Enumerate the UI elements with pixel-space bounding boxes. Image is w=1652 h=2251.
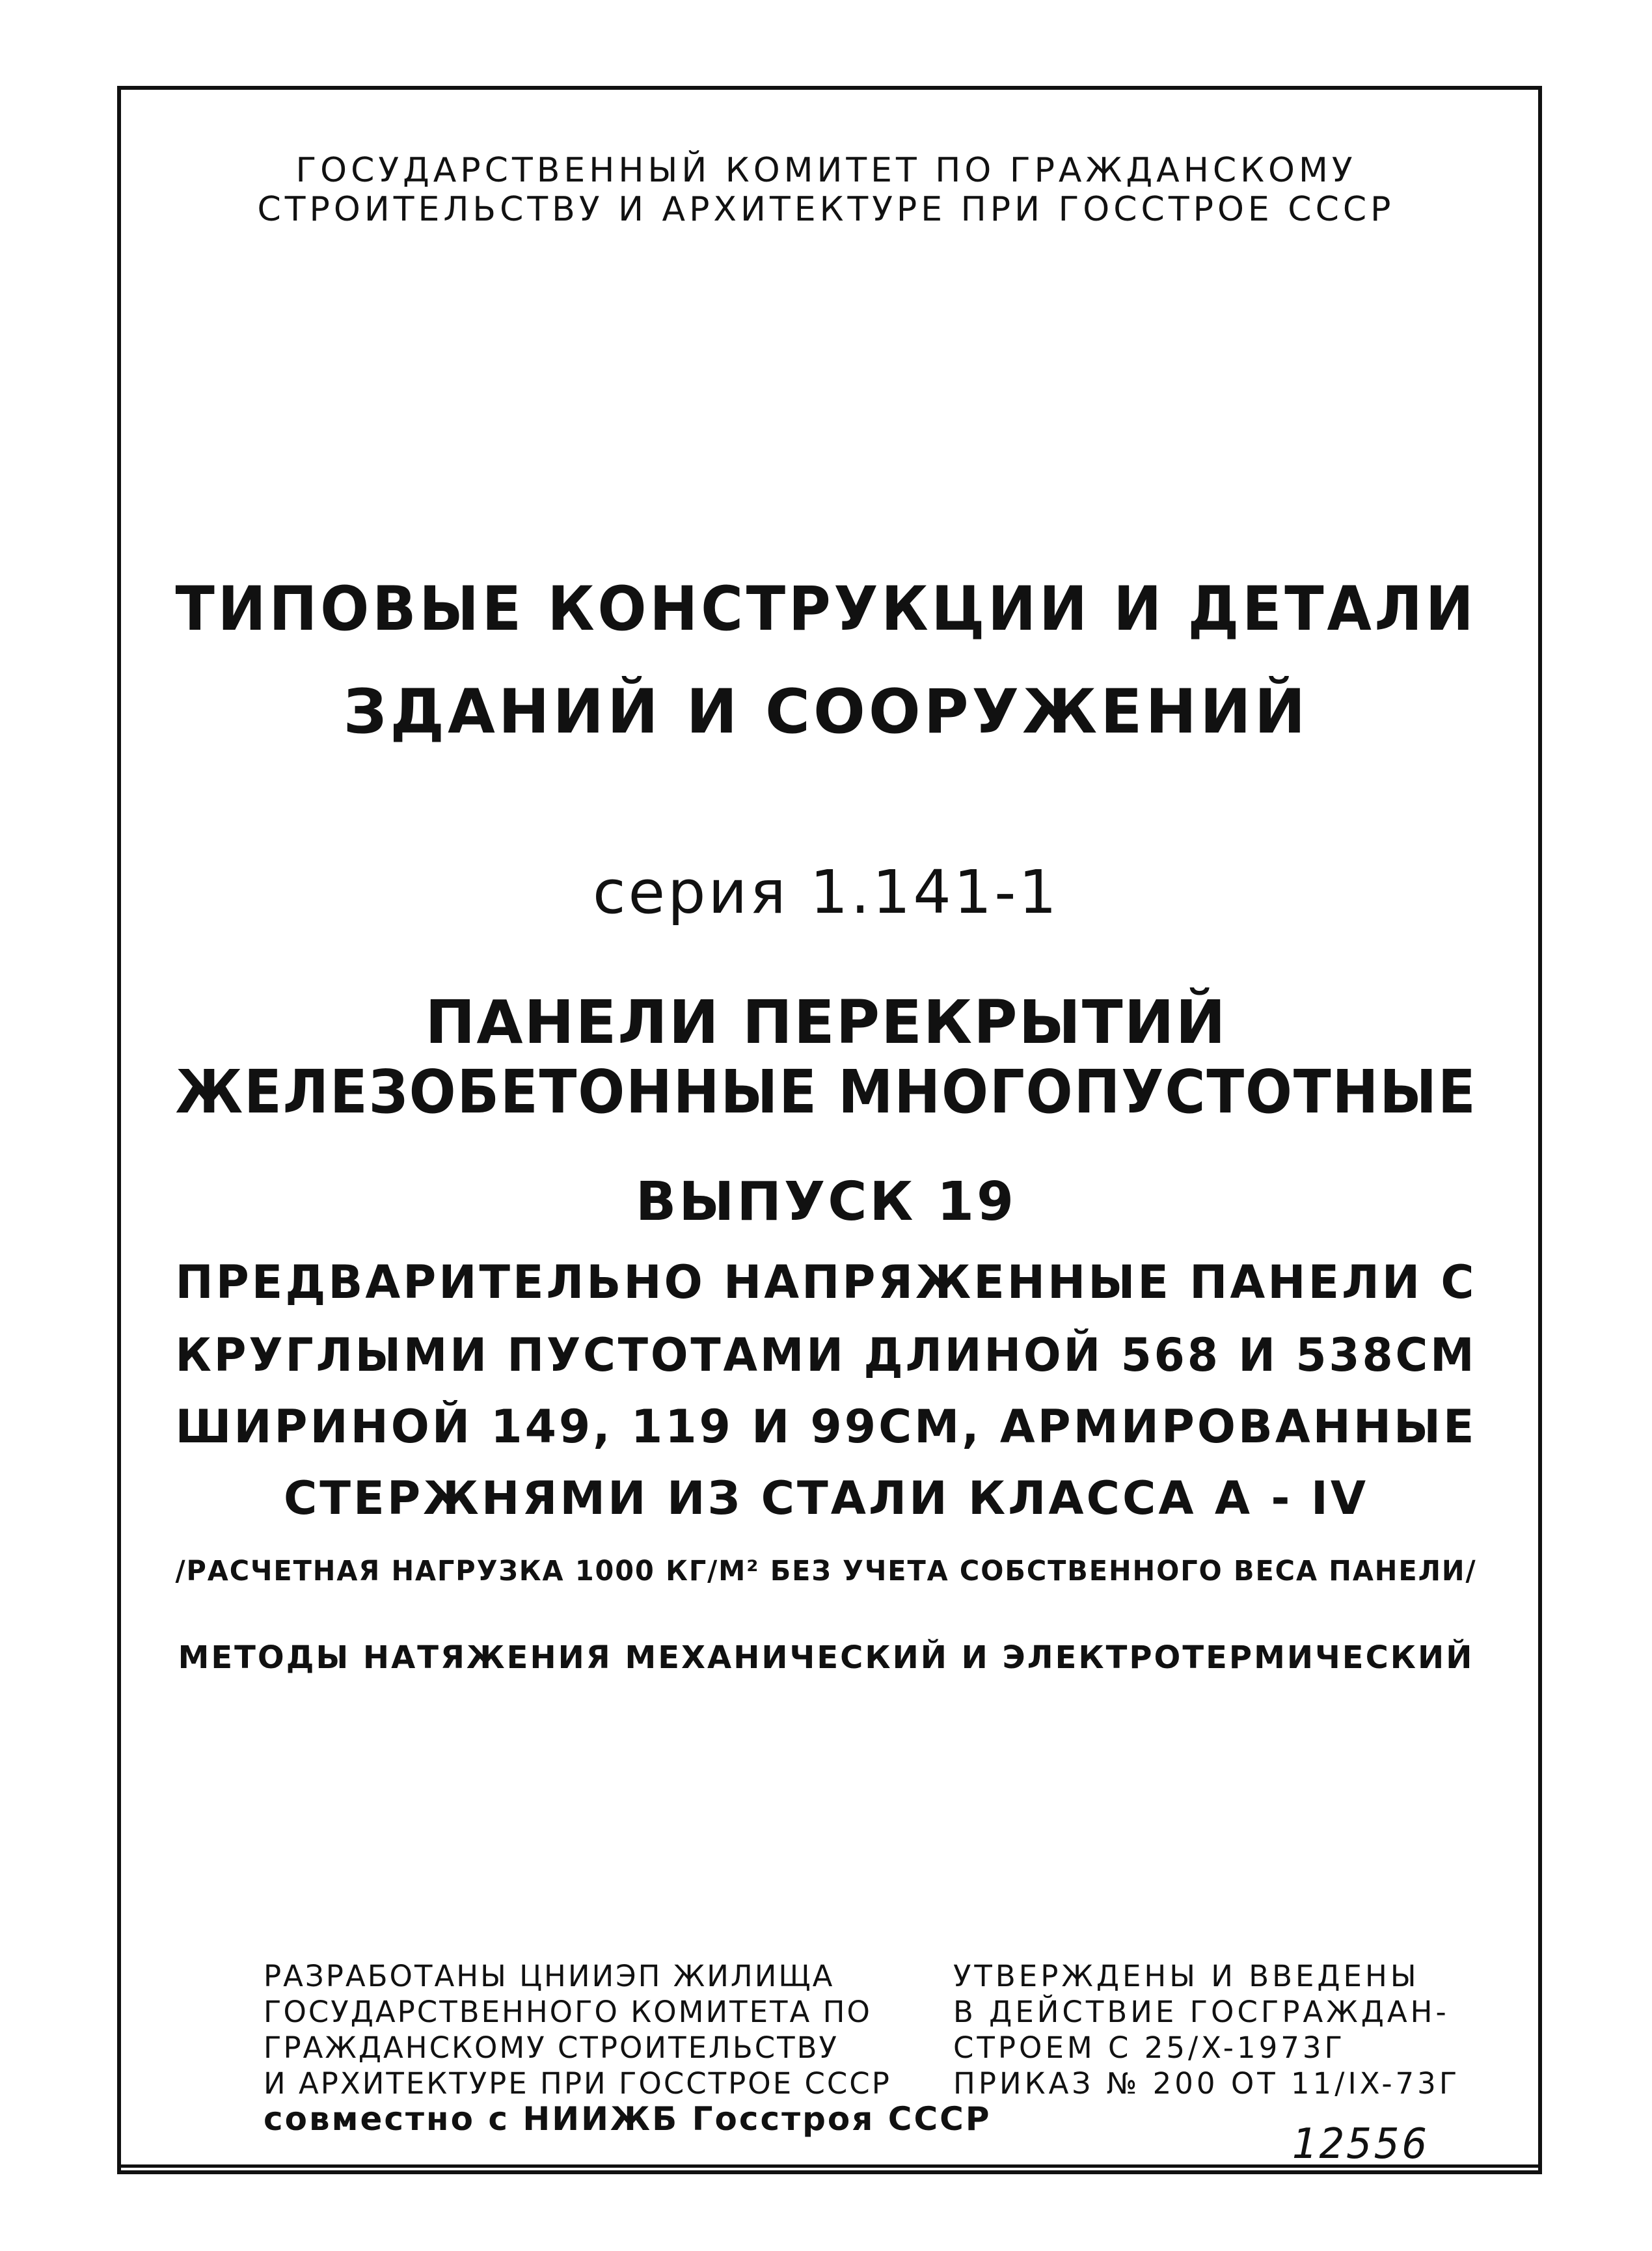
developer-block: [264, 1958, 992, 2137]
product-title-line-2: ЖЕЛЕЗОБЕТОННЫЕ МНОГОПУСТОТНЫЕ: [175, 1057, 1477, 1127]
approval-line-2: В ДЕЙСТВИЕ ГОСГРАЖДАН-: [953, 1995, 1450, 2029]
page-border: [117, 86, 1542, 2174]
issue-description-line-2: КРУГЛЫМИ ПУСТОТАМИ ДЛИНОЙ 568 И 538СМ: [175, 1328, 1477, 1382]
developer-line-1: РАЗРАБОТАНЫ ЦНИИЭП ЖИЛИЩА: [264, 1959, 835, 1993]
catalog-number: 12556: [1292, 2120, 1430, 2168]
tensioning-methods: МЕТОДЫ НАТЯЖЕНИЯ МЕХАНИЧЕСКИЙ И ЭЛЕКТРОТЕРМИЧЕСКИЙ: [178, 1639, 1474, 1676]
issue-description-line-3: ШИРИНОЙ 149, 119 И 99СМ, АРМИРОВАННЫЕ: [175, 1400, 1477, 1453]
series-title-line-2: ЗДАНИЙ И СООРУЖЕНИЙ: [343, 677, 1309, 748]
developer-line-3: ГРАЖДАНСКОМУ СТРОИТЕЛЬСТВУ: [264, 2030, 839, 2065]
approval-line-1: УТВЕРЖДЕНЫ И ВВЕДЕНЫ: [953, 1959, 1420, 1993]
issue-number: ВЫПУСК 19: [635, 1171, 1017, 1233]
approval-line-3: СТРОЕМ С 25/X-1973Г: [953, 2030, 1346, 2065]
issue-description-line-4: СТЕРЖНЯМИ ИЗ СТАЛИ КЛАССА А - IV: [283, 1472, 1369, 1525]
committee-line-1: ГОСУДАРСТВЕННЫЙ КОМИТЕТ ПО ГРАЖДАНСКОМУ: [295, 151, 1357, 190]
issue-description-line-1: ПРЕДВАРИТЕЛЬНО НАПРЯЖЕННЫЕ ПАНЕЛИ С: [175, 1256, 1477, 1309]
load-note: /РАСЧЕТНАЯ НАГРУЗКА 1000 КГ/М² БЕЗ УЧЕТА СОБСТВЕННОГО ВЕСА ПАНЕЛИ/: [175, 1555, 1477, 1587]
product-title-line-1: ПАНЕЛИ ПЕРЕКРЫТИЙ: [425, 988, 1227, 1057]
approval-block: [953, 1958, 1460, 2101]
committee-line-2: СТРОИТЕЛЬСТВУ И АРХИТЕКТУРЕ ПРИ ГОССТРОЕ СССР: [257, 190, 1395, 229]
series-title-line-1: ТИПОВЫЕ КОНСТРУКЦИИ И ДЕТАЛИ: [175, 574, 1477, 645]
developer-line-5: совместно с НИИЖБ Госстроя СССР: [264, 2100, 992, 2138]
developer-line-2: ГОСУДАРСТВЕННОГО КОМИТЕТА ПО: [264, 1995, 872, 2029]
developer-line-4: И АРХИТЕКТУРЕ ПРИ ГОССТРОЕ СССР: [264, 2066, 891, 2101]
series-number: серия 1.141-1: [592, 857, 1060, 927]
approval-line-4: ПРИКАЗ № 200 ОТ 11/IX-73Г: [953, 2066, 1461, 2101]
